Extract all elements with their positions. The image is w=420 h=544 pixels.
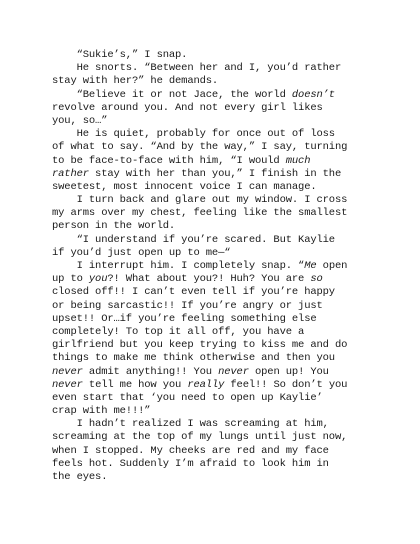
text-segment: you, so…” <box>52 114 108 127</box>
text-segment: admit anything!! You <box>82 365 219 378</box>
text-segment: person in the world. <box>52 220 176 233</box>
text-segment: He snorts. “Between her and I, you’d rather <box>52 62 342 75</box>
text-segment: things to make me think otherwise and then you <box>52 352 335 365</box>
text-segment: up to <box>52 273 89 286</box>
text-line <box>52 471 374 484</box>
italic-text: never <box>52 378 83 391</box>
text-line <box>52 194 374 207</box>
text-line <box>52 405 374 418</box>
text-segment: closed off!! I can’t even tell if you’re happy <box>52 286 335 299</box>
text-segment: “Believe it or not Jace, the world <box>52 88 292 101</box>
italic-text: never <box>52 365 83 378</box>
text-line <box>52 247 374 260</box>
text-line <box>52 128 374 141</box>
italic-text: doesn’t <box>291 88 335 101</box>
text-segment: sweetest, most innocent voice I can manage. <box>52 180 317 193</box>
text-line <box>52 49 374 62</box>
text-segment: ?! What about you?! Huh? You are <box>107 273 311 286</box>
text-line <box>52 273 374 286</box>
text-segment: stay with her?” he demands. <box>52 75 219 88</box>
text-segment: completely! To top it all off, you have a <box>52 325 305 338</box>
text-segment: feels hot. Suddenly I’m afraid to look him in <box>52 457 329 470</box>
text-line <box>52 168 374 181</box>
text-segment: to be face-to-face with him, “I would <box>52 154 286 167</box>
text-segment: I hadn’t realized I was screaming at him, <box>52 418 329 431</box>
text-segment: He is quiet, probably for once out of loss <box>52 128 335 141</box>
text-segment: tell me how you <box>82 378 188 391</box>
text-segment: my arms over my chest, feeling like the smallest <box>52 207 348 220</box>
text-line <box>52 102 374 115</box>
text-line <box>52 75 374 88</box>
text-line <box>52 286 374 299</box>
italic-text: rather <box>52 167 89 180</box>
text-segment: the eyes. <box>52 471 108 483</box>
text-line <box>52 220 374 233</box>
text-line <box>52 339 374 352</box>
italic-text: you <box>88 273 108 286</box>
text-segment: or being sarcastic!! If you’re angry or just <box>52 299 323 312</box>
text-segment: if you’d just open up to me—“ <box>52 246 231 259</box>
text-line <box>52 89 374 102</box>
text-line <box>52 313 374 326</box>
text-line <box>52 62 374 75</box>
text-line <box>52 234 374 247</box>
text-segment: girlfriend but you keep trying to kiss me and do <box>52 339 348 352</box>
text-line <box>52 392 374 405</box>
text-line <box>52 326 374 339</box>
text-segment: upset!! Or…if you’re feeling something else <box>52 312 317 325</box>
text-segment: feel!! So don’t you <box>224 378 348 391</box>
text-line <box>52 418 374 431</box>
text-line <box>52 260 374 273</box>
text-line <box>52 155 374 168</box>
text-line <box>52 379 374 392</box>
text-line <box>52 181 374 194</box>
text-segment: I turn back and glare out my window. I cross <box>52 194 348 207</box>
text-line <box>52 431 374 444</box>
text-line <box>52 458 374 471</box>
italic-text: so <box>310 273 323 286</box>
italic-text: never <box>218 365 249 378</box>
italic-text: much <box>285 154 311 167</box>
text-segment: screaming at the top of my lungs until just now, <box>52 431 348 444</box>
text-segment: of what to say. “And by the way,” I say, turning <box>52 141 348 154</box>
text-line <box>52 207 374 220</box>
text-segment: open up! You <box>248 365 329 378</box>
body-text <box>52 49 374 484</box>
text-segment: revolve around you. And not every girl likes <box>52 101 323 114</box>
text-line <box>52 366 374 379</box>
text-segment: even start that ‘you need to open up Kaylie’ <box>52 391 323 404</box>
text-segment: stay with her than you,” I finish in the <box>88 167 342 180</box>
italic-text: Me <box>304 260 317 272</box>
text-line <box>52 445 374 458</box>
text-segment: “I understand if you’re scared. But Kaylie <box>52 233 335 246</box>
text-line <box>52 352 374 365</box>
text-line <box>52 300 374 313</box>
italic-text: really <box>187 378 225 391</box>
text-segment: “Sukie’s,” I snap. <box>52 49 188 61</box>
text-segment: crap with me!!!” <box>52 405 151 418</box>
text-line <box>52 115 374 128</box>
text-line <box>52 141 374 154</box>
text-segment: open <box>316 260 348 272</box>
text-segment: when I stopped. My cheeks are red and my face <box>52 444 329 457</box>
text-segment: I interrupt him. I completely snap. “ <box>52 260 305 272</box>
